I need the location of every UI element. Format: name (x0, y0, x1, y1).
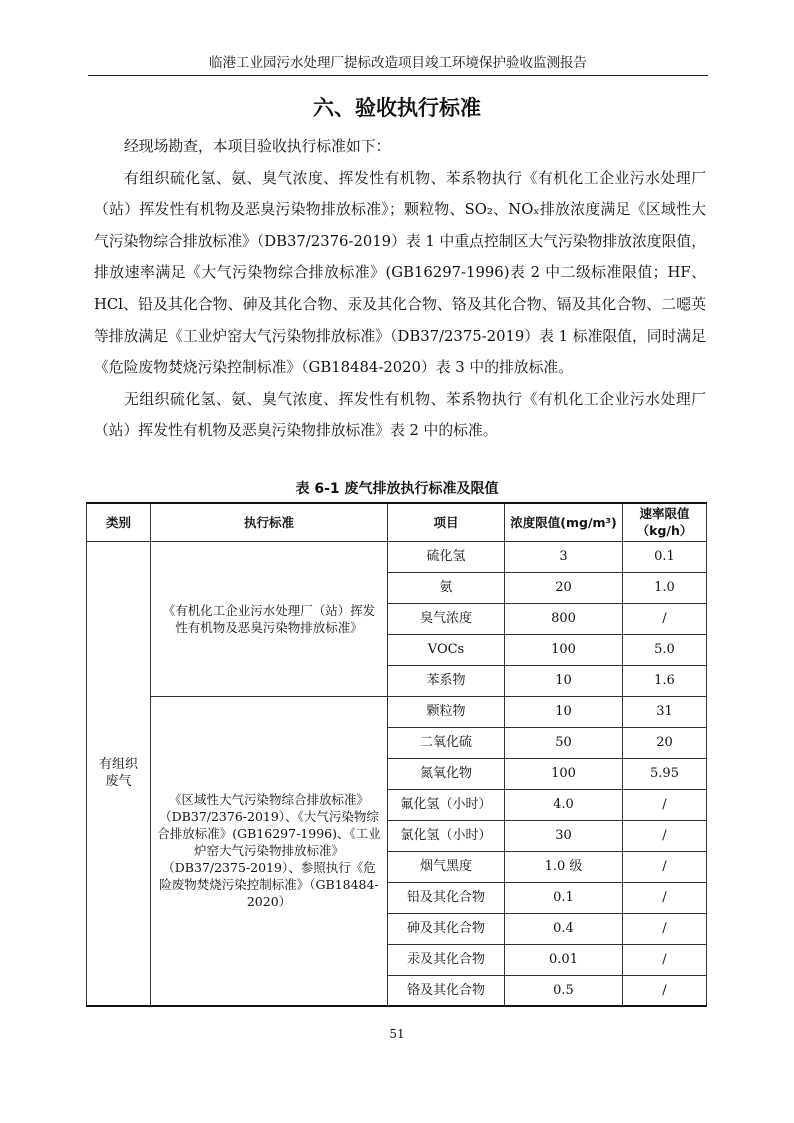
conc-cell: 10 (505, 665, 623, 696)
rate-cell: / (623, 820, 707, 851)
header-item: 项目 (388, 503, 505, 541)
rate-cell: / (623, 913, 707, 944)
header-rate: 速率限值（kg/h） (623, 503, 707, 541)
header-category: 类别 (87, 503, 151, 541)
rate-cell: / (623, 882, 707, 913)
paragraph: 有组织硫化氢、氨、臭气浓度、挥发性有机物、苯系物执行《有机化工企业污水处理厂（站）挥发性有机物及恶臭污染物排放标准》；颗粒物、SO₂、NOₓ排放浓度满足《区域性大气污染物综合排放标准》（DB37/2376-2019）表 1 中重点控制区大气污染物排放浓度限值，排放速率满足《大气污染物综合排放标准》(GB16297-1996)表 2 中二级标准限值；HF、HCl、铅及其化合物、砷及其化合物、汞及其化合物、铬及其化合物、镉及其化合物、二噁英等排放满足《工业炉窑大气污染物排放标准》（DB37/2375-2019）表 1 标准限值，同时满足《危险废物焚烧污染控制标准》（GB18484-2020）表 3 中的排放标准。 (94, 169, 706, 377)
header-concentration: 浓度限值(mg/m³) (505, 503, 623, 541)
emission-standards-table (86, 502, 707, 1007)
item-cell: 苯系物 (388, 665, 505, 696)
rate-cell: 20 (623, 727, 707, 758)
conc-cell: 50 (505, 727, 623, 758)
conc-cell: 0.01 (505, 944, 623, 975)
header-standard: 执行标准 (151, 503, 388, 541)
standard-cell: 《区域性大气污染物综合排放标准》（DB37/2376-2019）、《大气污染物综合排放标准》(GB16297-1996)、《工业炉窑大气污染物排放标准》（DB37/2375-2019）、参照执行《危险废物焚烧污染控制标准》（GB18484-2020） (151, 696, 388, 1006)
section-title: 六、验收执行标准 (313, 96, 481, 120)
rate-cell: / (623, 975, 707, 1006)
table-header-row (87, 503, 707, 541)
item-cell: 二氧化硫 (388, 727, 505, 758)
paragraph: 经现场勘查，本项目验收执行标准如下： (124, 138, 391, 155)
rate-cell: / (623, 944, 707, 975)
rate-cell: / (623, 851, 707, 882)
rate-cell: 31 (623, 696, 707, 727)
body-text (94, 131, 706, 447)
conc-cell: 0.5 (505, 975, 623, 1006)
item-cell: 氟化氢（小时） (388, 789, 505, 820)
item-cell: 汞及其化合物 (388, 944, 505, 975)
conc-cell: 0.1 (505, 882, 623, 913)
item-cell: 颗粒物 (388, 696, 505, 727)
conc-cell: 3 (505, 541, 623, 572)
page-header: 临港工业园污水处理厂提标改造项目竣工环境保护验收监测报告 (88, 52, 708, 76)
item-cell: 氮氧化物 (388, 758, 505, 789)
rate-cell: / (623, 603, 707, 634)
conc-cell: 20 (505, 572, 623, 603)
item-cell: 氨 (388, 572, 505, 603)
conc-cell: 800 (505, 603, 623, 634)
item-cell: 硫化氢 (388, 541, 505, 572)
category-cell: 有组织废气 (87, 541, 151, 1006)
conc-cell: 100 (505, 758, 623, 789)
rate-cell: 5.0 (623, 634, 707, 665)
conc-cell: 30 (505, 820, 623, 851)
table-row (87, 696, 707, 727)
rate-cell: 5.95 (623, 758, 707, 789)
paragraph: 无组织硫化氢、氨、臭气浓度、挥发性有机物、苯系物执行《有机化工企业污水处理厂（站）挥发性有机物及恶臭污染物排放标准》表 2 中的标准。 (94, 390, 706, 440)
conc-cell: 10 (505, 696, 623, 727)
conc-cell: 100 (505, 634, 623, 665)
item-cell: 铅及其化合物 (388, 882, 505, 913)
item-cell: 砷及其化合物 (388, 913, 505, 944)
item-cell: 氯化氢（小时） (388, 820, 505, 851)
rate-cell: 1.6 (623, 665, 707, 696)
item-cell: VOCs (388, 634, 505, 665)
table-row (87, 541, 707, 572)
conc-cell: 4.0 (505, 789, 623, 820)
table-caption: 表 6-1 废气排放执行标准及限值 (295, 481, 499, 497)
conc-cell: 0.4 (505, 913, 623, 944)
conc-cell: 1.0 级 (505, 851, 623, 882)
item-cell: 臭气浓度 (388, 603, 505, 634)
rate-cell: 1.0 (623, 572, 707, 603)
rate-cell: / (623, 789, 707, 820)
rate-cell: 0.1 (623, 541, 707, 572)
item-cell: 铬及其化合物 (388, 975, 505, 1006)
item-cell: 烟气黑度 (388, 851, 505, 882)
page-number: 51 (389, 1027, 405, 1041)
standard-cell: 《有机化工企业污水处理厂（站）挥发性有机物及恶臭污染物排放标准》 (151, 541, 388, 696)
